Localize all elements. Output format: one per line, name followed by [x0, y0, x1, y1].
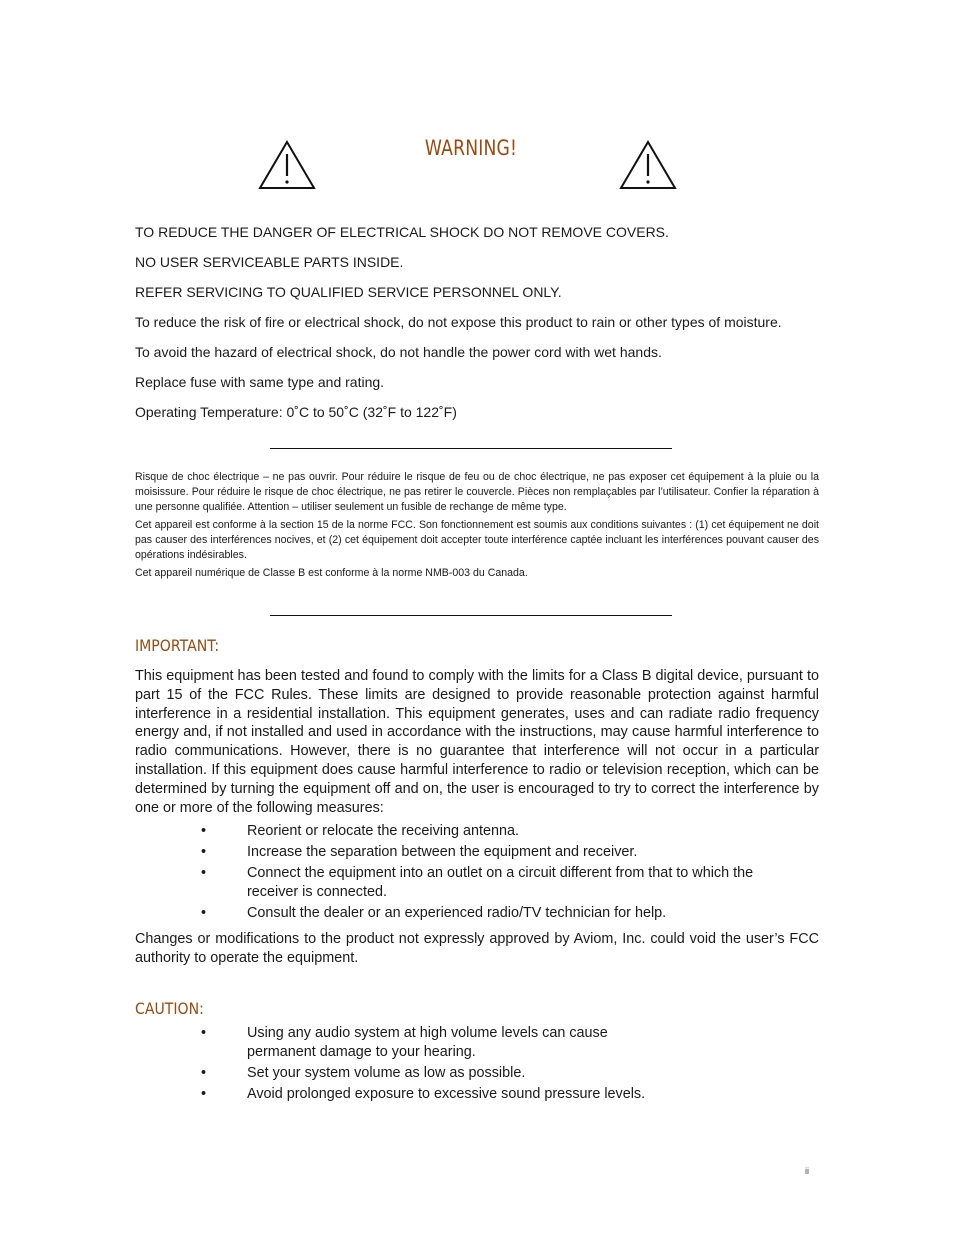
french-paragraph-nmb: Cet appareil numérique de Classe B est conforme à la norme NMB-003 du Canada. [135, 567, 528, 579]
warning-line-no-parts: NO USER SERVICEABLE PARTS INSIDE. [135, 254, 404, 270]
important-body: This equipment has been tested and found to comply with the limits for a Class B digital device, pursuant to part 15 of the FCC Rules. These limits are designed to provide reasonable protection against harmful interference in a residential installation. This equipment generates, uses and can radiate radio frequency energy and, if not installed and used in accordance with the instructions, may cause harmful interference to radio communications. However, there is no guarantee that interference will not occur in a particular installation. If this equipment does cause harmful interference to radio or television reception, which can be determined by turning the equipment off and on, the user is encouraged to try to correct the interference by one or more of the following measures: [135, 668, 819, 816]
caution-heading: CAUTION: [135, 999, 204, 1018]
warning-line-moisture: To reduce the risk of fire or electrical shock, do not expose this product to rain or other types of moisture. [135, 314, 782, 330]
page-number: ii [805, 1166, 809, 1176]
warning-line-servicing: REFER SERVICING TO QUALIFIED SERVICE PERSONNEL ONLY. [135, 284, 562, 300]
bullet-icon: • [201, 844, 207, 860]
divider-rule [270, 448, 672, 449]
important-heading: IMPORTANT: [135, 636, 220, 655]
list-item: • Avoid prolonged exposure to excessive sound pressure levels. [201, 1086, 646, 1102]
list-item: • Increase the separation between the equipment and receiver. [201, 844, 638, 860]
divider-rule [270, 615, 672, 616]
warning-title: WARNING! [424, 136, 518, 160]
bullet-icon: • [201, 1086, 207, 1102]
bullet-icon: • [201, 823, 207, 839]
warning-triangle-icon [618, 139, 678, 191]
warning-line-covers: TO REDUCE THE DANGER OF ELECTRICAL SHOCK DO NOT REMOVE COVERS. [135, 224, 669, 240]
list-item: • Connect the equipment into an outlet on a circuit different from that to which the receiver is connected. [201, 865, 754, 900]
bullet-icon: • [201, 865, 207, 881]
important-closing: Changes or modifications to the product not expressly approved by Aviom, Inc. could void the user’s FCC authority to operate the equipment. [135, 931, 819, 966]
important-bullet-list [135, 822, 819, 925]
warning-line-fuse: Replace fuse with same type and rating. [135, 374, 385, 390]
list-item: • Set your system volume as low as possible. [201, 1065, 526, 1081]
french-paragraph-risk: Risque de choc électrique – ne pas ouvrir. Pour réduire le risque de feu ou de choc électrique, ne pas exposer cet équipement à la pluie ou la moisissure. Pour réduire le risque de choc électrique, ne pas retirer le couvercle. Pièces non remplaçables par l’utilisateur. Confier la réparation à une personne qualifiée. Attention – utiliser seulement un fusible de rechange de même type. [135, 471, 819, 513]
bullet-icon: • [201, 1065, 207, 1081]
french-paragraph-fcc: Cet appareil est conforme à la section 15 de la norme FCC. Son fonctionnement est soumis aux conditions suivantes : (1) cet équipement ne doit pas causer des interférences nocives, et (2) cet équipement doit accepter toute interférence captée incluant les interférences pouvant causer des opérations indésirables. [135, 519, 819, 561]
bullet-icon: • [201, 905, 207, 921]
caution-bullet-list [135, 1024, 819, 1106]
warning-line-temperature: Operating Temperature: 0˚C to 50˚C (32˚F to 122˚F) [135, 404, 457, 420]
warning-line-wet-hands: To avoid the hazard of electrical shock, do not handle the power cord with wet hands. [135, 344, 662, 360]
list-item: • Reorient or relocate the receiving antenna. [201, 823, 519, 839]
list-item: • Consult the dealer or an experienced radio/TV technician for help. [201, 905, 667, 921]
list-item: • Using any audio system at high volume levels can cause permanent damage to your hearing. [201, 1025, 608, 1060]
bullet-icon: • [201, 1025, 207, 1041]
